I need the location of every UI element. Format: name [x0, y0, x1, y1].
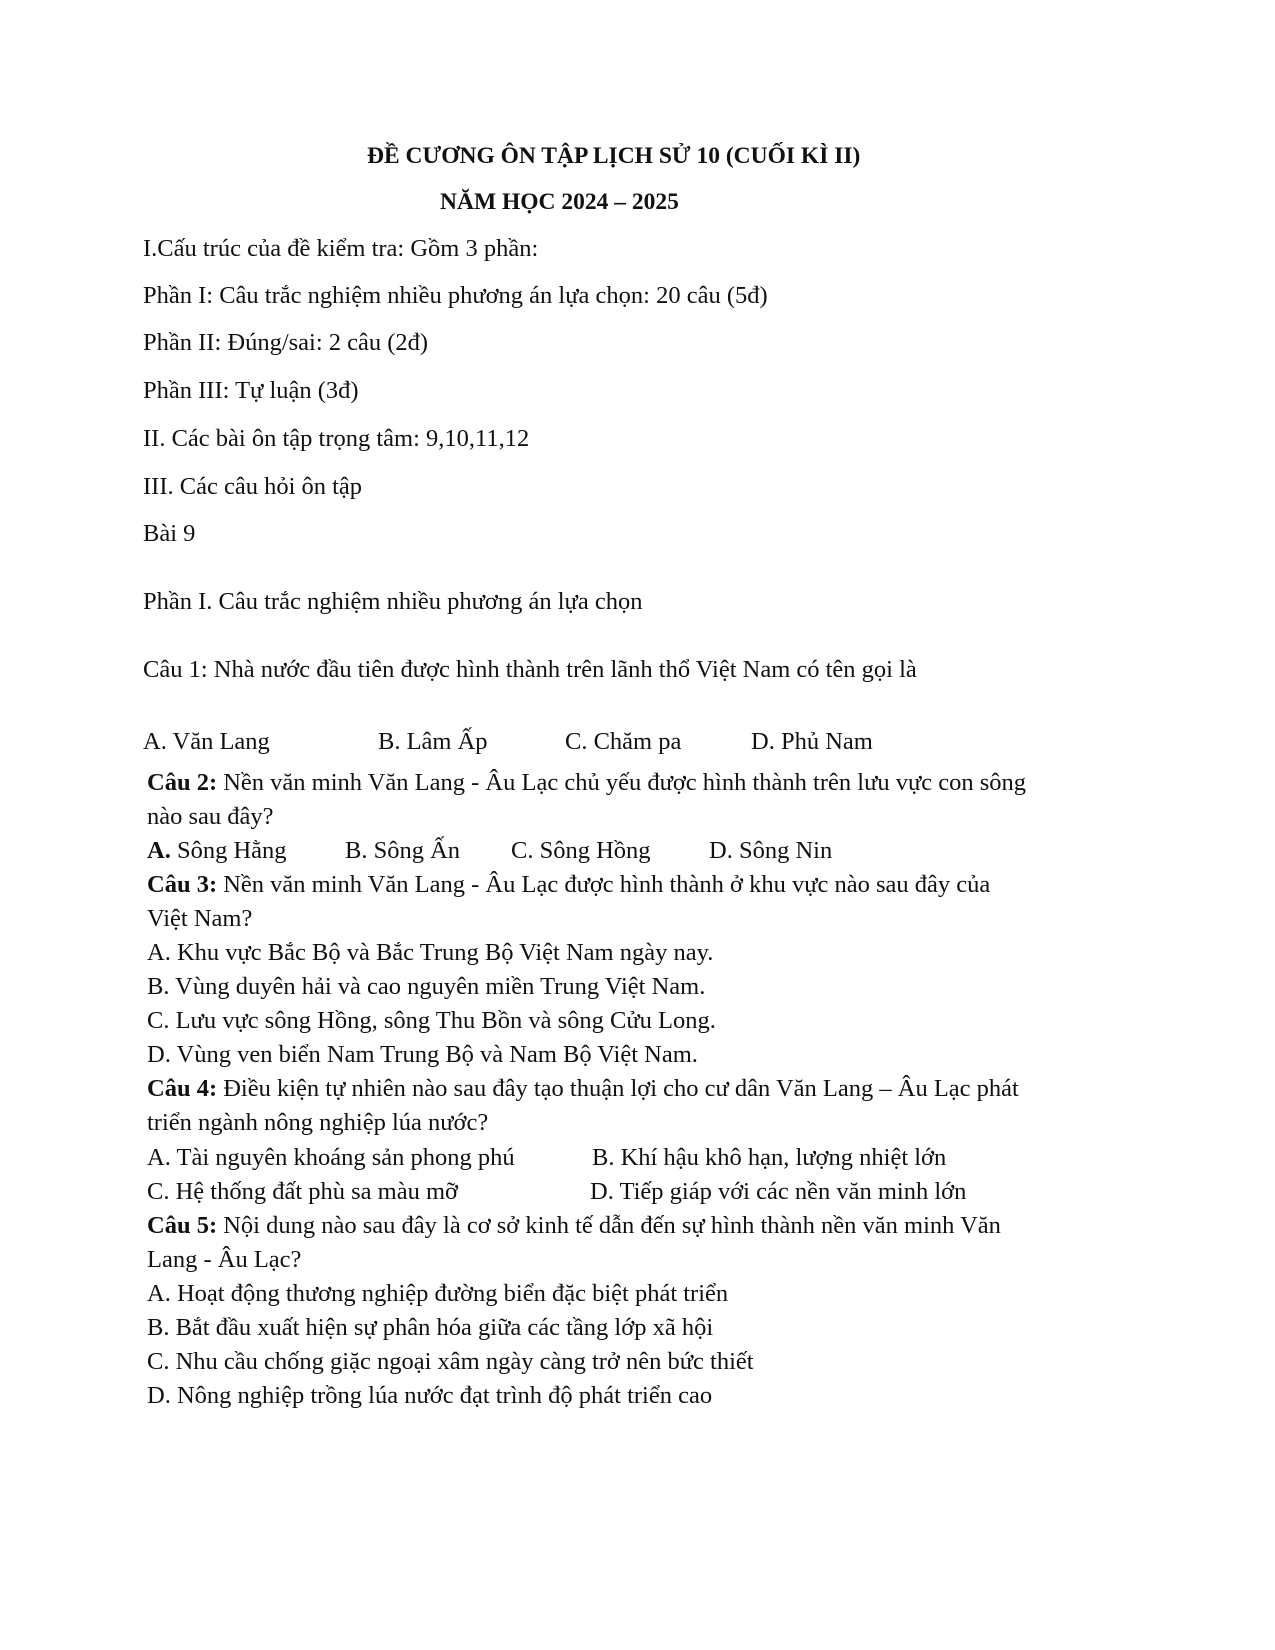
question-5-line-2: Lang - Âu Lạc?: [147, 1246, 302, 1273]
question-5-option-b: B. Bắt đầu xuất hiện sự phân hóa giữa các tầng lớp xã hội: [147, 1314, 714, 1341]
question-1-option-c: C. Chăm pa: [565, 728, 682, 755]
question-2-option-d: D. Sông Nin: [709, 837, 833, 864]
question-2-line-1: [147, 771, 1026, 796]
question-4-option-c: C. Hệ thống đất phù sa màu mỡ: [147, 1178, 458, 1205]
question-1-option-a: A. Văn Lang: [143, 728, 270, 755]
review-questions-heading: III. Các câu hỏi ôn tập: [143, 473, 363, 500]
question-3-option-a: A. Khu vực Bắc Bộ và Bắc Trung Bộ Việt Nam ngày nay.: [147, 939, 714, 966]
question-2-line-2: nào sau đây?: [147, 803, 274, 830]
question-2-option-a-label: A.: [147, 837, 171, 864]
question-2-option-c: C. Sông Hồng: [511, 837, 651, 864]
exam-structure: I.Cấu trúc của đề kiểm tra: Gồm 3 phần:: [143, 235, 539, 262]
question-3-text: Nền văn minh Văn Lang - Âu Lạc được hình thành ở khu vực nào sau đây của: [223, 871, 991, 898]
section-heading: Phần I. Câu trắc nghiệm nhiều phương án lựa chọn: [143, 588, 643, 615]
question-4-option-b: B. Khí hậu khô hạn, lượng nhiệt lớn: [592, 1144, 947, 1171]
question-3-option-b: B. Vùng duyên hải và cao nguyên miền Trung Việt Nam.: [147, 973, 706, 1000]
question-2-label: Câu 2:: [147, 769, 218, 796]
question-3-option-c: C. Lưu vực sông Hồng, sông Thu Bồn và sông Cửu Long.: [147, 1007, 716, 1034]
question-1-option-b: B. Lâm Ấp: [378, 728, 488, 755]
question-5-option-a: A. Hoạt động thương nghiệp đường biển đặc biệt phát triển: [147, 1280, 729, 1307]
question-5-label: Câu 5:: [147, 1212, 218, 1239]
question-5-option-d: D. Nông nghiệp trồng lúa nước đạt trình độ phát triển cao: [147, 1382, 713, 1409]
question-2-text: Nền văn minh Văn Lang - Âu Lạc chủ yếu được hình thành trên lưu vực con sông: [223, 769, 1027, 796]
part-1-description: Phần I: Câu trắc nghiệm nhiều phương án lựa chọn: 20 câu (5đ): [143, 282, 768, 309]
question-2-option-a-text: Sông Hằng: [176, 837, 287, 864]
document-title: ĐỀ CƯƠNG ÔN TẬP LỊCH SỬ 10 (CUỐI KÌ II): [367, 143, 861, 169]
question-4-line-2: triển ngành nông nghiệp lúa nước?: [147, 1109, 489, 1136]
question-3-label: Câu 3:: [147, 871, 218, 898]
question-4-option-a: A. Tài nguyên khoáng sản phong phú: [147, 1144, 515, 1171]
question-3-line-1: [147, 873, 990, 898]
question-4-line-1: [147, 1077, 1019, 1102]
question-1-text: Câu 1: Nhà nước đầu tiên được hình thành trên lãnh thổ Việt Nam có tên gọi là: [143, 656, 917, 683]
question-1-option-d: D. Phủ Nam: [751, 728, 873, 755]
question-3-option-d: D. Vùng ven biển Nam Trung Bộ và Nam Bộ Việt Nam.: [147, 1041, 698, 1068]
part-2-description: Phần II: Đúng/sai: 2 câu (2đ): [143, 329, 429, 356]
question-5-line-1: [147, 1214, 1001, 1239]
question-4-option-d: D. Tiếp giáp với các nền văn minh lớn: [590, 1178, 967, 1205]
question-5-text: Nội dung nào sau đây là cơ sở kinh tế dẫn đến sự hình thành nền văn minh Văn: [223, 1212, 1001, 1239]
question-4-text: Điều kiện tự nhiên nào sau đây tạo thuận lợi cho cư dân Văn Lang – Âu Lạc phát: [223, 1075, 1019, 1102]
focus-lessons: II. Các bài ôn tập trọng tâm: 9,10,11,12: [143, 425, 530, 452]
question-2-option-a: [147, 839, 287, 864]
part-3-description: Phần III: Tự luận (3đ): [143, 377, 359, 404]
question-3-line-2: Việt Nam?: [147, 905, 253, 932]
school-year: NĂM HỌC 2024 – 2025: [440, 189, 679, 215]
question-4-label: Câu 4:: [147, 1075, 218, 1102]
question-5-option-c: C. Nhu cầu chống giặc ngoại xâm ngày càng trở nên bức thiết: [147, 1348, 754, 1375]
lesson-heading: Bài 9: [143, 520, 196, 547]
question-2-option-b: B. Sông Ấn: [345, 837, 461, 864]
